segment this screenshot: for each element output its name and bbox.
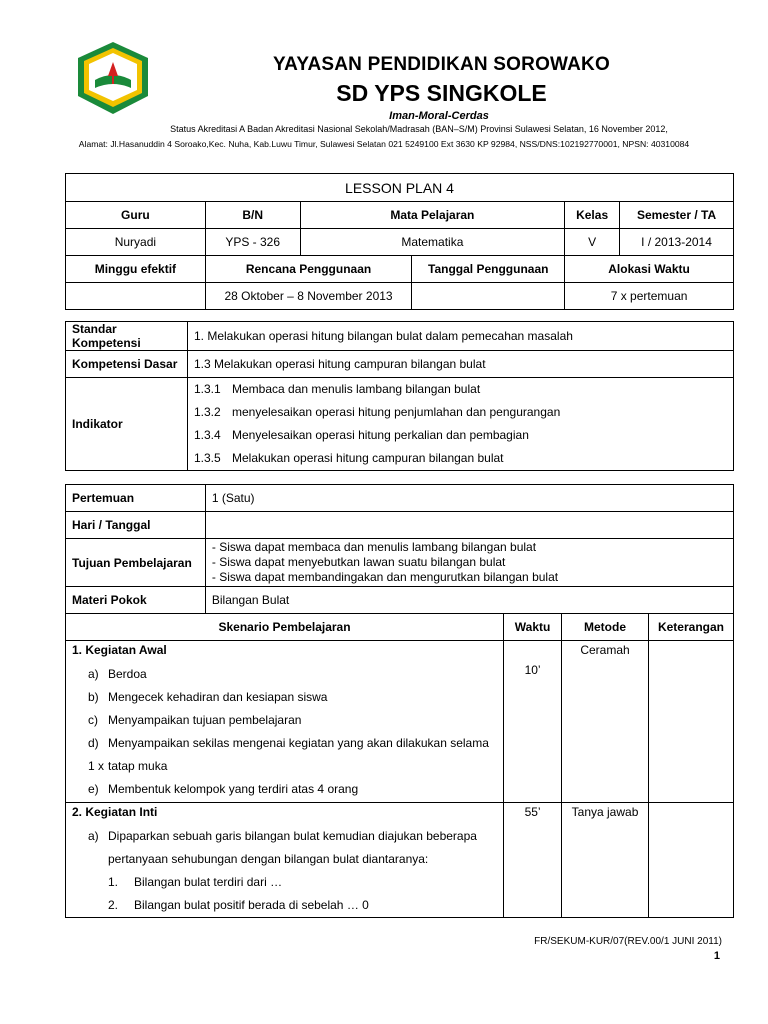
list-item: - Siswa dapat membandingakan dan mengurutkan bilangan bulat — [211, 570, 559, 584]
meeting-table — [65, 484, 734, 918]
school-address: Alamat: Jl.Hasanuddin 4 Soroako,Kec. Nuha, Kab.Luwu Timur, Sulawesi Selatan 021 5249100 Ext 3630 KP 92984, NSS/DNS:102192770001, NPSN: 40310084 — [78, 139, 690, 149]
kegiatan-awal — [66, 641, 504, 803]
value-bn: YPS - 326 — [205, 229, 300, 256]
school-name: SD YPS SINGKOLE — [336, 80, 547, 106]
keterangan-inti — [648, 803, 733, 918]
pertemuan-label: Pertemuan — [66, 485, 206, 512]
list-item: - Siswa dapat membaca dan menulis lambang bilangan bulat — [211, 540, 537, 554]
competency-table — [65, 321, 734, 471]
list-item: a) Dipaparkan sebuah garis bilangan bulat kemudian diajukan beberapa — [88, 829, 477, 843]
header-mata-pelajaran: Mata Pelajaran — [300, 202, 565, 229]
standar-kompetensi-label: Standar Kompetensi — [66, 322, 188, 351]
list-item: a) Berdoa — [88, 667, 147, 681]
tujuan-pembelajaran-label: Tujuan Pembelajaran — [66, 539, 206, 587]
tujuan-pembelajaran-list — [205, 539, 733, 587]
list-item: d) Menyampaikan sekilas mengenai kegiatan yang akan dilakukan selama 1 x — [88, 736, 489, 773]
materi-pokok-label: Materi Pokok — [66, 587, 206, 614]
materi-pokok-value: Bilangan Bulat — [205, 587, 733, 614]
kegiatan-awal-title: 1. Kegiatan Awal — [72, 643, 167, 657]
indikator-label: Indikator — [66, 378, 188, 471]
pertemuan-value: 1 (Satu) — [205, 485, 733, 512]
list-item: b) Mengecek kehadiran dan kesiapan siswa — [88, 690, 328, 704]
value-mata-pelajaran: Matematika — [300, 229, 565, 256]
header-minggu-efektif: Minggu efektif — [66, 256, 206, 283]
list-item: 1.3.4 Menyelesaikan operasi hitung perkalian dan pembagian — [194, 428, 529, 442]
value-alokasi-waktu: 7 x pertemuan — [565, 283, 734, 310]
value-guru: Nuryadi — [66, 229, 206, 256]
list-item: tatap muka — [108, 759, 168, 773]
header-waktu: Waktu — [504, 614, 562, 641]
kegiatan-inti-title: 2. Kegiatan Inti — [72, 805, 158, 819]
kompetensi-dasar-value: 1.3 Melakukan operasi hitung campuran bilangan bulat — [188, 351, 734, 378]
accreditation-status: Status Akreditasi A Badan Akreditasi Nasional Sekolah/Madrasah (BAN–S/M) Provinsi Sulawesi Selatan, 16 November 2012, — [170, 124, 668, 134]
value-tanggal-penggunaan — [412, 283, 565, 310]
school-motto: Iman-Moral-Cerdas — [389, 110, 489, 122]
indikator-list — [188, 378, 734, 471]
page-number: 1 — [713, 950, 720, 962]
list-item: c) Menyampaikan tujuan pembelajaran — [88, 713, 302, 727]
waktu-awal: 10’ — [504, 641, 562, 803]
header-kelas: Kelas — [565, 202, 620, 229]
header-skenario: Skenario Pembelajaran — [66, 614, 504, 641]
hari-tanggal-label: Hari / Tanggal — [66, 512, 206, 539]
header-rencana-penggunaan: Rencana Penggunaan — [205, 256, 412, 283]
lesson-plan-title: LESSON PLAN 4 — [66, 174, 734, 202]
kompetensi-dasar-label: Kompetensi Dasar — [66, 351, 188, 378]
lesson-plan-table — [65, 173, 734, 310]
header-metode: Metode — [562, 614, 649, 641]
header-alokasi-waktu: Alokasi Waktu — [565, 256, 734, 283]
header-guru: Guru — [66, 202, 206, 229]
list-item: pertanyaan sehubungan dengan bilangan bulat diantaranya: — [108, 852, 429, 866]
list-item: - Siswa dapat menyebutkan lawan suatu bilangan bulat — [211, 555, 506, 569]
standar-kompetensi-value: 1. Melakukan operasi hitung bilangan bulat dalam pemecahan masalah — [188, 322, 734, 351]
list-item: 1. Bilangan bulat terdiri dari … — [108, 875, 283, 889]
header-keterangan: Keterangan — [648, 614, 733, 641]
hari-tanggal-value — [205, 512, 733, 539]
metode-awal: Ceramah — [562, 641, 649, 803]
list-item: 2. Bilangan bulat positif berada di sebelah … 0 — [108, 898, 369, 912]
keterangan-awal — [648, 641, 733, 803]
waktu-inti: 55’ — [504, 803, 562, 918]
metode-inti: Tanya jawab — [562, 803, 649, 918]
kegiatan-inti — [66, 803, 504, 918]
list-item: 1.3.1 Membaca dan menulis lambang bilangan bulat — [194, 382, 481, 396]
header-tanggal-penggunaan: Tanggal Penggunaan — [412, 256, 565, 283]
value-rencana-penggunaan: 28 Oktober – 8 November 2013 — [205, 283, 412, 310]
list-item: 1.3.2 menyelesaikan operasi hitung penjumlahan dan pengurangan — [194, 405, 561, 419]
list-item: 1.3.5 Melakukan operasi hitung campuran bilangan bulat — [194, 451, 504, 465]
header-bn: B/N — [205, 202, 300, 229]
value-semester: I / 2013-2014 — [620, 229, 734, 256]
value-kelas: V — [565, 229, 620, 256]
header-semester: Semester / TA — [620, 202, 734, 229]
organization-name: YAYASAN PENDIDIKAN SOROWAKO — [273, 54, 610, 75]
form-code: FR/SEKUM-KUR/07(REV.00/1 JUNI 2011) — [534, 936, 722, 947]
value-minggu-efektif — [66, 283, 206, 310]
list-item: e) Membentuk kelompok yang terdiri atas 4 orang — [88, 782, 359, 796]
